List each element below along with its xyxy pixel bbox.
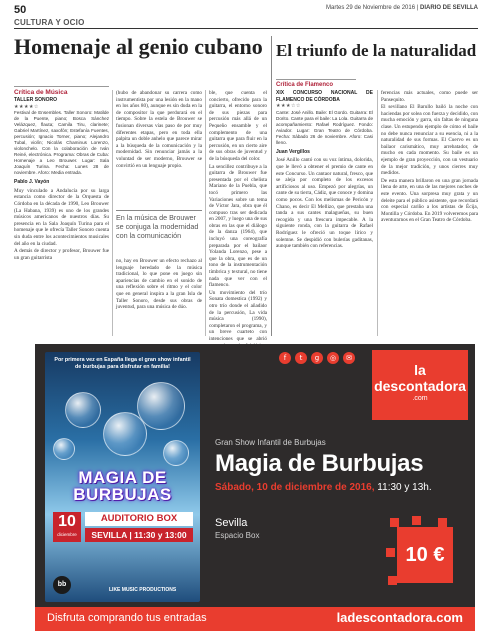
article-right-byline: Juan Vergillos (276, 148, 310, 155)
page-header (14, 0, 478, 30)
article-right-title: El triunfo de la naturalidad (276, 41, 477, 60)
ad-footer-bar[interactable] (35, 607, 475, 631)
article-right-event-label: XIX CONCURSO NACIONAL DE FLAMENCO DE CÓRDOBA (276, 90, 373, 103)
like-music-logo: LIKE MUSIC PRODUCTIONS (109, 587, 177, 593)
poster-day: 10 (58, 513, 76, 530)
ad-city: Sevilla (215, 517, 248, 529)
column-divider (377, 90, 378, 336)
article-left-byline: Pablo J. Vayón (14, 179, 50, 186)
article-left-title: Homenaje al genio cubano (14, 34, 263, 59)
logo-line-3: .com (412, 395, 428, 402)
poster-venue: AUDITORIO BOX (85, 512, 193, 526)
bubble-graphic (163, 440, 189, 466)
article-left-credits: Festival de Ensembles. Taller Sonoro: Matilde de la Puente, piano; Bosca Sánchez Velázquez, flauta; Camila Tiru, clarinete; Gabriel Martínez, saxofón; Estefanía Fuentes, percusión; Ignacio Torner, piano; Alejandro Tubal, violín; Nicolás Chaminus Lorenzo, violonchelo. Con la colaboración de Iván Reiné, electrónica. Programa: Obras de Cuba: Homenaje a Leo Brouwer. Lugar: Sala Joaquín Turina. Fecha: Lunes 28 de noviembre. Aforo: Media entrada. (14, 110, 109, 176)
bubble-graphic (65, 392, 101, 428)
section-name: CULTURA Y OCIO (14, 18, 85, 27)
decor-square (390, 518, 399, 527)
twitter-icon[interactable]: t (295, 352, 307, 364)
paragraph: Muy vinculado a Andalucía por su larga estancia como director de la Orquesta de Córdoba en la década de 1990, Leo Brouwer (La Habana, 1939) es uno de los grandes músicos americanos de nuestros días. Su presencia en la Sala Joaquín Turina para el homenaje que le ofrecía Taller Sonoro cuenta sin duda entre los acontecimientos musicales del año en la ciudad. (14, 187, 109, 247)
article-left-col-2 (116, 90, 202, 208)
paragraph: El sevillano El Barullo bailó la noche con haciendas por solea con fuerza y decidido, con mucha emoción y garra, sin faltas de ninguna clase. Un estupendo ejemplo de cómo el baile no debe nunca renunciar a su esencia, ni a la naturalidad de sus formas. El Cuervo es un bailaor carismático, muy arrebatador, de mucho en cada momento. Su baile es un ejemplo de gran proyección, con un vestuario de la mejor tradición, y unos cierres muy medidos. (381, 104, 478, 177)
ad-call-to-action[interactable]: Disfruta comprando tus entradas (47, 612, 207, 624)
decor-square (438, 518, 447, 527)
article-left-pull-quote: En la música de Brouwer se conjuga la modernidad con la comunicación (116, 210, 202, 240)
bubble-graphic (53, 438, 75, 460)
article-left-event-label: TALLER SONORO (14, 97, 57, 103)
article-left-col-2b (116, 258, 202, 336)
article-right-credits: Cante: José Anillo. Baile: El Gordo. Guitarra: El Dorito. Cante para el baile: La Lola. Guitarra de acompañamiento: Rafael Rodríguez. Fondo: Aviador. Lugar: Gran Teatro de Córdoba. Fecha: Sábado 26 de noviembre. Aforo: Casi lleno. (276, 109, 373, 145)
dateline: Martes 29 de Noviembre de 2016 | DIARIO DE SEVILLA (326, 5, 478, 11)
paragraph: Un movimiento del trío Sonata domestica (1992) y otro trío donde el añadido de la percusión, La vida música (1990), completaron el programa, y un breve cuarteto con intenciones que se abrió (209, 289, 267, 342)
article-left-col-1 (14, 97, 109, 335)
poster-title-line-1: MAGIA DE (78, 468, 167, 487)
paragraph: (hubo de abandonar su carrera como instrumentista por una lesión en la mano en los años 80), aunque es sin duda en la de compositor la que perdurará en el tiempo. Sobre la estela de Brouwer se fusionan diversas vías paso de por muy diferentes etapas, pero en toda ella palpita un doble anhelo que parece mirar a la búsqueda de la comunicación y la modernidad. Sin renunciar jamás a la voluntad de ser moderno, Brouwer se convirtió en un lenguaje propio. (116, 90, 202, 169)
paragraph: De esta manera brillaron en una gran jornada llena de arte, en una de las mejores noches de este evento. Una sorpresa muy grata y un deleite para el público asistente, que recordará con especial cariño a los artistas de Écija, Montilla y Córdoba. En 2019 volveremos para aventurarnos en el Gran Teatro de Córdoba. (381, 177, 478, 224)
page-number: 50 (14, 4, 27, 16)
google-plus-icon[interactable]: g (311, 352, 323, 364)
ad-url-link[interactable]: ladescontadora.com (336, 610, 463, 625)
column-divider (112, 90, 113, 336)
paragraph: José Anillo cantó con su voz íntima, dolorida, que le llevó a obtener el premio de cante en este Concurso. Un cantaor natural, fresco, que se aleja por completo de los excesos artificiosos al uso. Empezó por alegrías, un cante de su tierra, Cádiz, que conoce y domina como pocos. Con los melismas de Pericón y Chano, es decir El Mellizo, que prestaba una tanda a sus cantes malagueñas, su buen recogido y una frescura impecable. A la siguiente ronda, con la guitarra de Rafael Rodríguez le ofreció un toque lírico y solemne. Se despidió con bulerías gaditanas, aunque también con referencias. (276, 157, 373, 250)
email-icon[interactable]: ✉ (343, 352, 355, 364)
article-separator (271, 36, 272, 336)
ad-date (215, 482, 432, 493)
publication-date: Martes 29 de Noviembre de 2016 (326, 5, 416, 11)
producer-logo-icon: bb (53, 576, 71, 594)
ad-date-strong: Sábado, 10 de diciembre de 2016, (215, 482, 375, 493)
article-left-rating: ★★★★☆ (14, 103, 39, 110)
paragraph: no, hay en Brouwer un efecto rechazo al lenguaje heredado de la música tradicional, lo que pone en juego sin apariencias de cambio en el sonido de una reflexión sobre el ritmo y el color que en general inspira a la gran Isla de Taller Sonoro, desde sus obras de juventud, para una música de dúo. (116, 258, 202, 311)
ad-title: Magia de Burbujas (215, 450, 424, 477)
poster-title-line-2: BURBUJAS (73, 485, 172, 504)
article-left-col-3 (209, 90, 267, 342)
social-icons (279, 352, 355, 364)
ad-price: 10 € (397, 527, 453, 583)
article-right-col-2 (381, 90, 478, 336)
paragraph: A demás de director y profesor, Brouwer fue un gran guitarrista (14, 248, 109, 261)
instagram-icon[interactable]: ◎ (327, 352, 339, 364)
logo-line-2: descontadora (374, 378, 466, 394)
logo-line-1: la (414, 362, 426, 378)
newspaper-name: DIARIO DE SEVILLA (419, 5, 478, 11)
poster-month: diciembre (57, 532, 77, 537)
advertisement[interactable] (35, 344, 475, 631)
poster-city-times: SEVILLA | 11:30 y 13:00 (85, 528, 193, 542)
article-right-kicker: Crítica de Flamenco (276, 79, 356, 88)
article-right-col-1 (276, 90, 373, 336)
decor-square (412, 516, 421, 525)
bubble-graphic (103, 412, 147, 456)
article-right-rating: ★★★☆☆ (276, 103, 301, 110)
ladescontadora-logo[interactable] (372, 350, 468, 420)
paragraph: ble, que cuenta el concierto, ofrecido para la guitarra, el entorno sonoro de sus piezas para percusión más allá de un Pequeño ensamble y el complemento de una guitarra que para fluir en la percusión, en un cierto aire de sus obras de juventud y de la búsqueda del color. (209, 90, 267, 162)
event-poster (45, 352, 200, 602)
poster-headline: Por primera vez en España llega el gran show infantil de burbujas para disfrutar en familia! (54, 357, 191, 370)
ad-place: Espacio Box (215, 531, 260, 540)
section-rule (14, 28, 478, 29)
facebook-icon[interactable]: f (279, 352, 291, 364)
decor-square (386, 548, 395, 557)
decor-square (388, 576, 397, 585)
column-divider (205, 90, 206, 336)
ad-date-times: 11:30 y 13h. (374, 482, 432, 493)
paragraph: La sencillez contribuye a la guitarra de Brouwer fue presentada por el chelista Mariano de la Puebla, que tocó primero las Variaciones sobre un tema de Víctor Jara, obra que él compuso tras ser dedicada en 2007, y luego una de sus obras en las que el diálogo de la danza (1964), que incluyó una coreografía preparada por el bailaor Yolanda Lorenzo, pese a que la obra, que es de un tono de la instrumentación tímbrica y textural, no tiene nada que ver con el flamenco. (209, 163, 267, 289)
poster-date-badge (53, 512, 81, 542)
ad-pretitle: Gran Show Infantil de Burbujas (215, 438, 326, 447)
article-left-kicker: Crítica de Música (14, 86, 109, 96)
paragraph: ferencias más actuales, como puede ser Pansequito. (381, 90, 478, 103)
